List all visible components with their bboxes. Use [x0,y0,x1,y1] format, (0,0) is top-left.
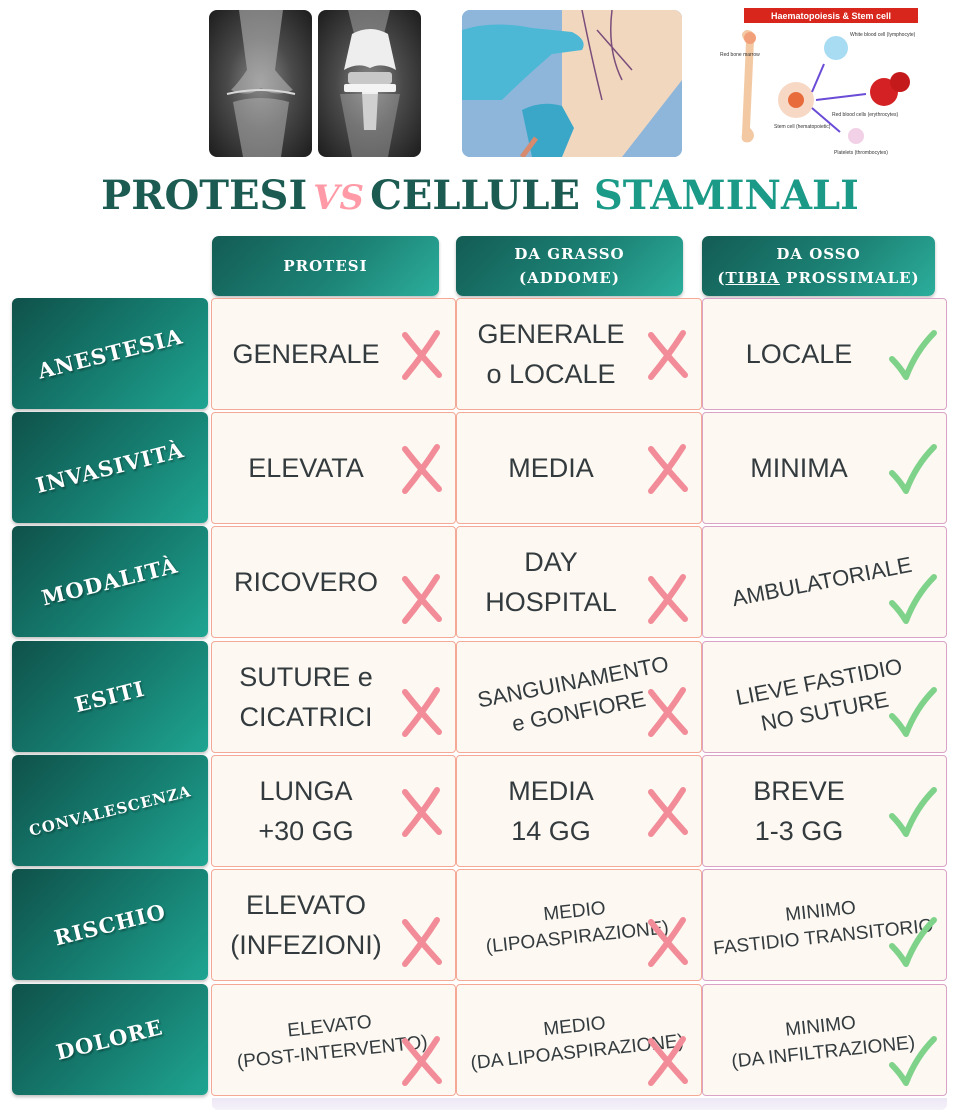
row-header-label: INVASIVITÀ [33,437,187,498]
cross-icon [397,786,445,838]
cell-text: MINIMO (DA INFILTRAZIONE) [730,1012,917,1073]
column-header-line: DA OSSO [776,245,861,263]
cross-icon [397,329,445,381]
column-header-line: PROTESI [283,257,368,275]
label-stem: Stem cell (hematopoietic) [774,124,831,130]
table-cell [456,869,702,981]
check-icon [888,916,936,968]
table-cell [702,869,947,981]
cell-text: SUTURE e CICATRICI [239,662,373,732]
cross-icon [643,786,691,838]
row-header-1 [12,298,208,409]
title-vs: VS [313,178,365,218]
knee-prosthesis-xray-image [318,10,421,157]
cross-icon [397,916,445,968]
diagram-title: Haematopoiesis & Stem cell [770,11,892,21]
page-title [0,172,960,219]
row-header-label: DOLORE [54,1014,166,1065]
cross-icon [643,573,691,625]
column-header-protesi [212,236,439,296]
table-cell [456,755,702,867]
row-header-label: RISCHIO [51,898,169,951]
row-header-7 [12,984,208,1095]
cell-text: AMBULATORIALE [729,551,914,612]
check-icon [888,443,936,495]
cross-icon [397,686,445,738]
cell-text: MINIMO FASTIDIO TRANSITORIO [712,897,935,960]
table-cell [211,755,456,867]
label-marrow: Red bone marrow [720,52,760,58]
cell-text: ELEVATA [248,453,364,483]
table-cell [211,526,456,638]
cross-icon [643,916,691,968]
cell-text: SANGUINAMENTO e GONFIORE [475,651,671,737]
title-part2: CELLULE [370,172,580,219]
table-cell [456,298,702,410]
table-cell [702,641,947,753]
cell-text: LUNGA +30 GG [258,776,354,846]
cell-text: MEDIO (DA LIPOASPIRAZIONE) [469,1012,685,1075]
table-cell [702,755,947,867]
column-header-line: DA GRASSO [514,245,625,263]
row-header-5 [12,755,208,866]
cell-text: ELEVATO (INFEZIONI) [230,890,382,960]
title-part1: PROTESI [101,172,308,219]
table-cell [456,984,702,1096]
cross-icon [397,443,445,495]
table-cell [702,984,947,1096]
label-platelets: Platelets (thrombocytes) [834,150,888,156]
label-wbc: White blood cell (lymphocyte) [850,32,916,38]
table-cell [211,984,456,1096]
cell-text: BREVE 1-3 GG [753,776,845,846]
table-cell [702,412,947,524]
cross-icon [643,329,691,381]
cell-text: DAY HOSPITAL [485,547,617,617]
row-header-label: ANESTESIA [34,323,186,384]
haematopoiesis-diagram [716,8,922,160]
column-header-line: (TIBIA PROSSIMALE) [717,269,920,287]
injection-procedure-image [462,10,682,157]
cross-icon [397,1035,445,1087]
table-cell [211,412,456,524]
row-header-2 [12,412,208,523]
table-cell [456,526,702,638]
cell-text: MEDIA [508,453,594,483]
cell-text: RICOVERO [233,567,379,597]
table-cell [211,869,456,981]
row-header-label: CONVALESCENZA [27,781,193,840]
knee-xray-image [209,10,312,157]
cell-text: LOCALE [745,339,853,369]
check-icon [888,1035,936,1087]
cross-icon [643,443,691,495]
cross-icon [643,686,691,738]
cell-text: LIEVE FASTIDIO NO SUTURE [733,653,905,736]
column-header-osso [702,236,935,296]
table-cell [702,298,947,410]
check-icon [888,329,936,381]
table-cell [702,526,947,638]
table-cell [211,298,456,410]
row-header-label: ESITI [72,675,148,718]
row-header-4 [12,641,208,752]
cell-text: MINIMA [750,453,848,483]
check-icon [888,786,936,838]
row-header-6 [12,869,208,980]
table-cell [211,641,456,753]
cell-text: GENERALE [232,339,380,369]
cell-text: GENERALE o LOCALE [477,319,625,389]
cell-text: ELEVATO (POST-INTERVENTO) [236,1011,429,1073]
row-header-3 [12,526,208,637]
label-rbc: Red blood cells (erythrocytes) [832,112,899,118]
table-bottom-shadow [212,1098,947,1110]
column-header-line: (ADDOME) [519,269,620,287]
table-cell [456,412,702,524]
cell-text: MEDIA 14 GG [508,776,594,846]
check-icon [888,686,936,738]
check-icon [888,573,936,625]
cell-text: MEDIO (LIPOASPIRAZIONE) [484,897,670,958]
cross-icon [397,573,445,625]
table-cell [456,641,702,753]
cross-icon [643,1035,691,1087]
row-header-label: MODALITÀ [39,552,181,611]
title-part3: STAMINALI [593,172,859,219]
column-header-grasso [456,236,683,296]
